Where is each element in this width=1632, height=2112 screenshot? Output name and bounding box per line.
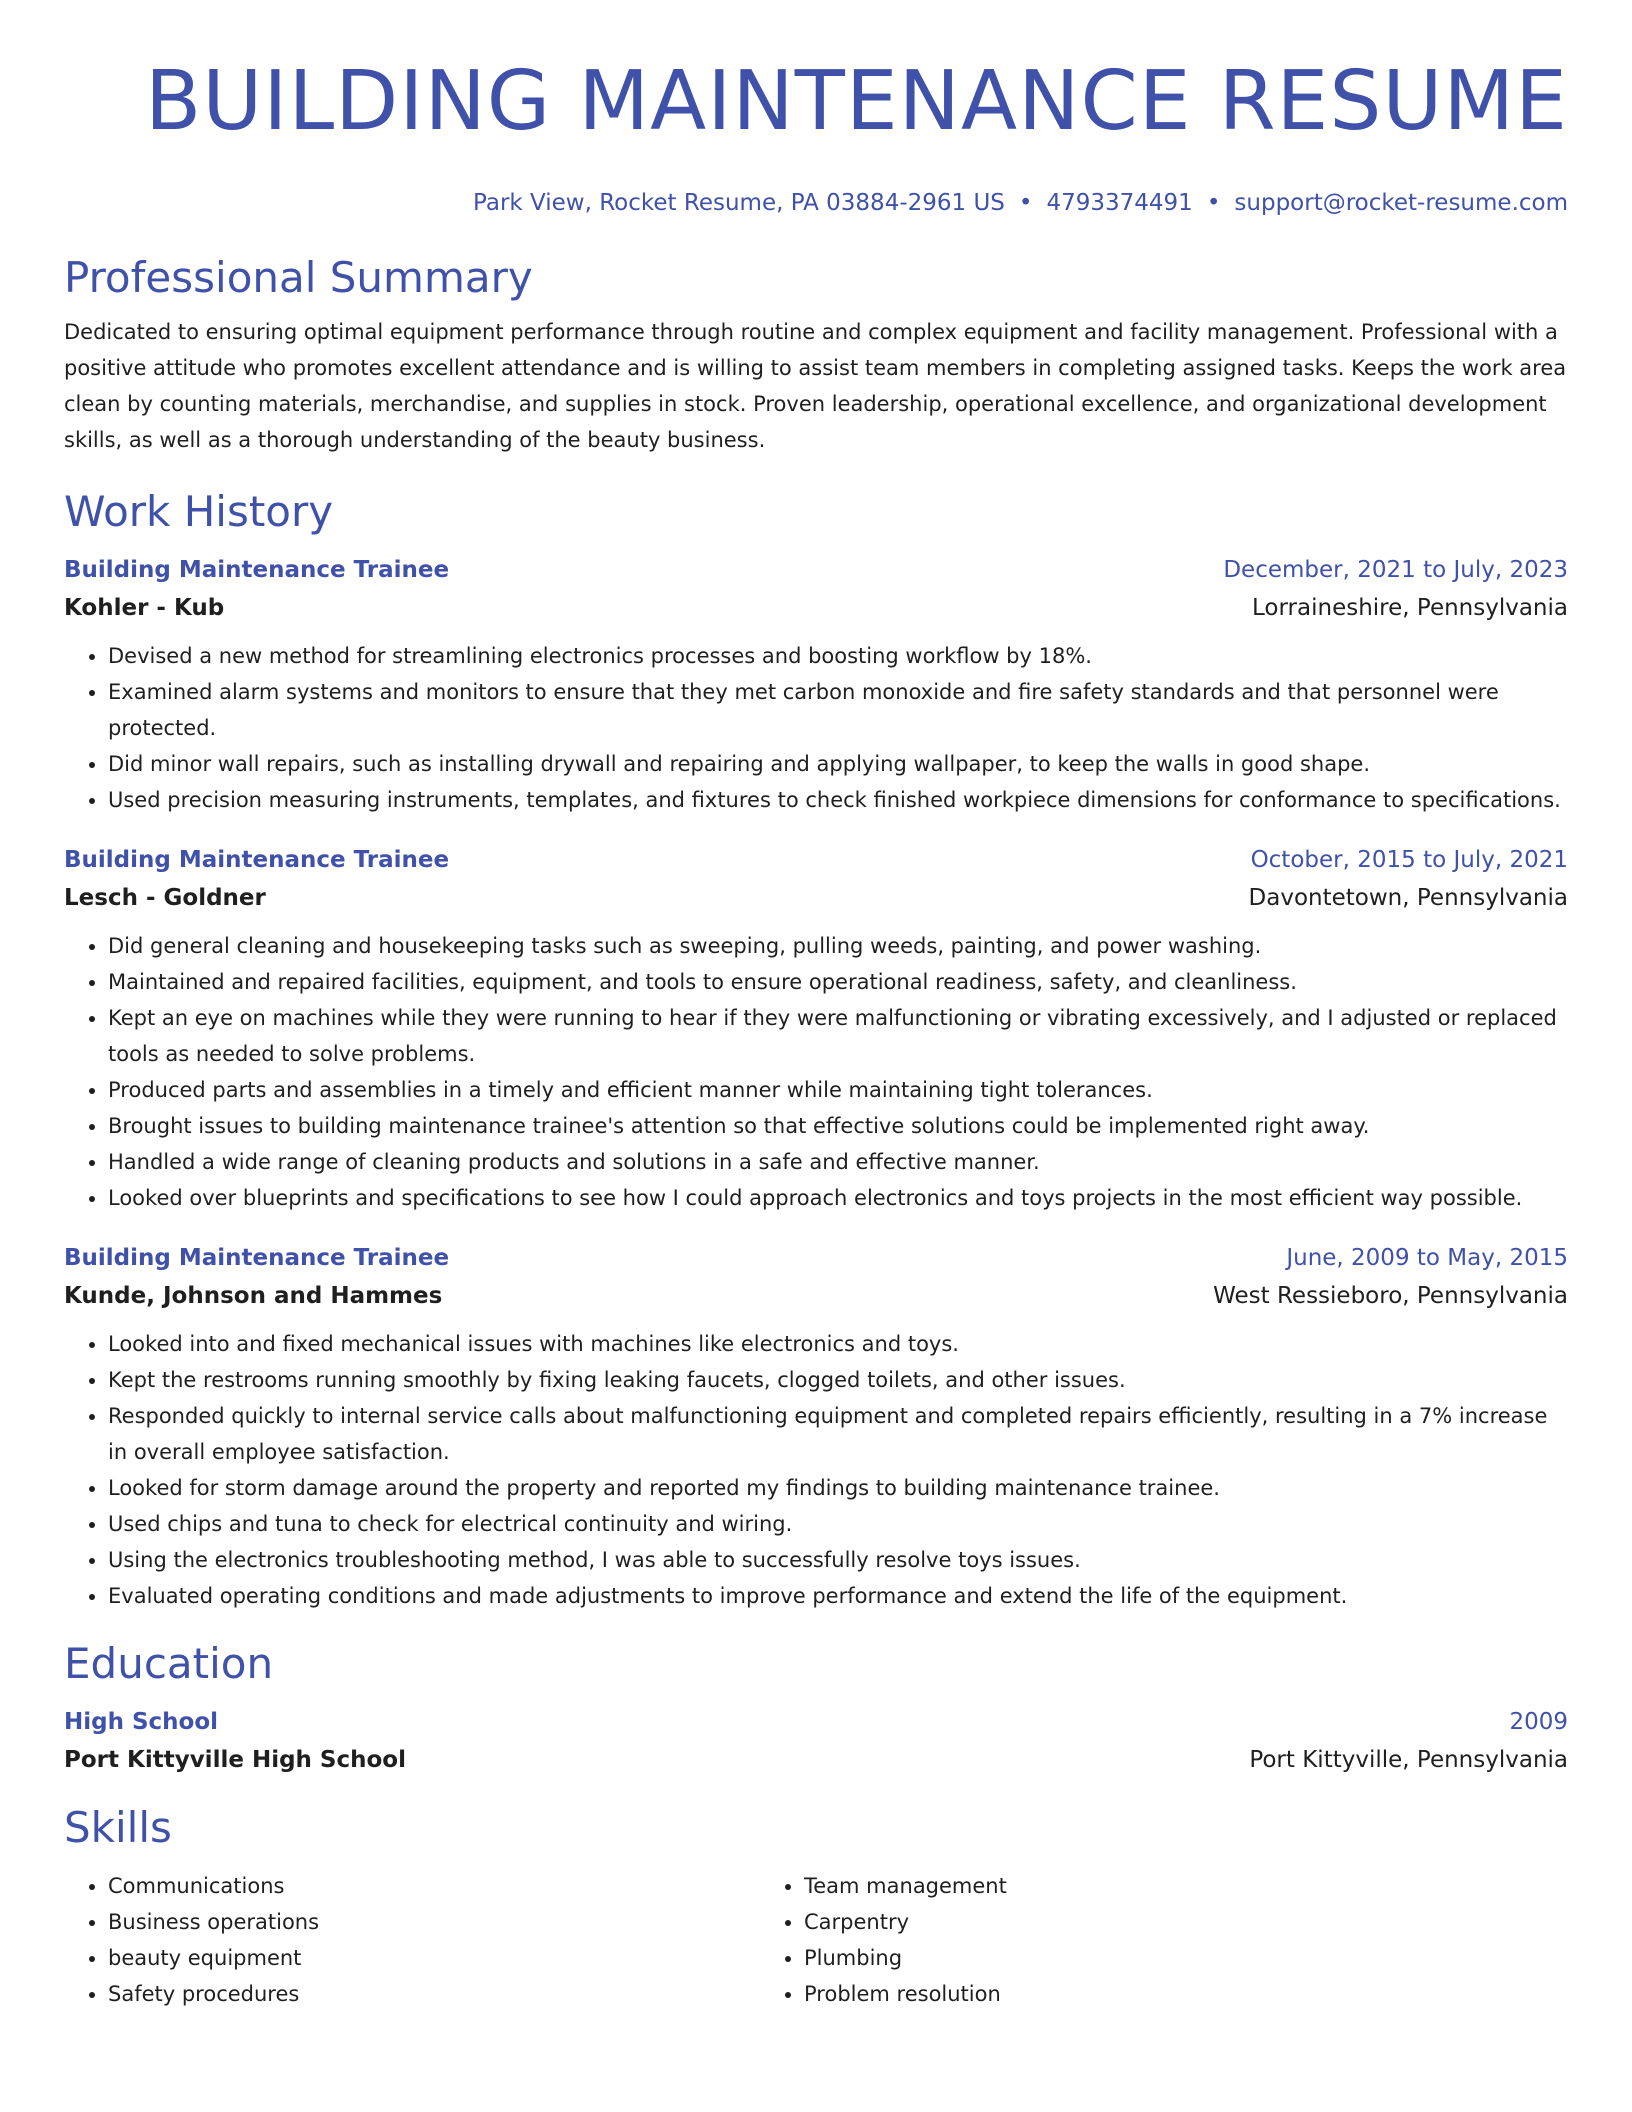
job-bullet: • Brought issues to building maintenance trainee's attention so that effective solutions could be implemented right away. (108, 1108, 1568, 1144)
job-dates: October, 2015 to July, 2021 (1250, 847, 1568, 873)
job-header-row (64, 552, 1568, 588)
job-company-row (64, 1276, 1568, 1316)
job-bullet: • Kept an eye on machines while they were running to hear if they were malfunctioning or vibrating excessively, and I adjusted or replaced tools as needed to solve problems. (108, 1000, 1568, 1072)
skill-item: • Problem resolution (804, 1976, 1456, 2012)
resume-name: BUILDING MAINTENANCE RESUME (144, 54, 1568, 149)
job-bullet: • Did general cleaning and housekeeping tasks such as sweeping, pulling weeds, painting, and power washing. (108, 928, 1568, 964)
job-header-row (64, 842, 1568, 878)
summary-text: Dedicated to ensuring optimal equipment performance through routine and complex equipment and facility management. Professional with a positive attitude who promotes excellent attendance and is willing to assist team members in completing assigned tasks. Keeps the work area clean by counting materials, merchandise, and supplies in stock. Proven leadership, operational excellence, and organizational development skills, as well as a thorough understanding of the beauty business. (64, 320, 1567, 452)
job-bullet: • Handled a wide range of cleaning products and solutions in a safe and effective manner. (108, 1144, 1568, 1180)
job-entry (64, 842, 1568, 1216)
education-entry (64, 1704, 1568, 1780)
job-title: Building Maintenance Trainee (64, 557, 450, 583)
skill-item: • beauty equipment (108, 1940, 760, 1976)
job-bullet: • Maintained and repaired facilities, equipment, and tools to ensure operational readiness, safety, and cleanliness. (108, 964, 1568, 1000)
contact-separator: • (1018, 190, 1033, 216)
job-dates: June, 2009 to May, 2015 (1286, 1245, 1568, 1271)
job-bullet: • Evaluated operating conditions and made adjustments to improve performance and extend the life of the equipment. (108, 1578, 1568, 1614)
job-bullets (64, 928, 1568, 1216)
skills-list-right (760, 1868, 1456, 2012)
job-header-row (64, 1240, 1568, 1276)
contact-email: support@rocket-resume.com (1234, 190, 1568, 216)
contact-separator: • (1206, 190, 1221, 216)
contact-address: Park View, Rocket Resume, PA 03884-2961 US (473, 190, 1005, 216)
job-bullet: • Produced parts and assemblies in a timely and efficient manner while maintaining tight tolerances. (108, 1072, 1568, 1108)
skill-item: • Carpentry (804, 1904, 1456, 1940)
job-company-row (64, 588, 1568, 628)
section-title-work-history: Work History (64, 487, 334, 536)
job-bullet: • Used chips and tuna to check for electrical continuity and wiring. (108, 1506, 1568, 1542)
contact-phone: 4793374491 (1046, 190, 1193, 216)
education-year: 2009 (1509, 1709, 1568, 1735)
job-location: Lorraineshire, Pennsylvania (1252, 595, 1568, 621)
job-bullet: • Looked for storm damage around the property and reported my findings to building maintenance trainee. (108, 1470, 1568, 1506)
job-bullet: • Using the electronics troubleshooting method, I was able to successfully resolve toys issues. (108, 1542, 1568, 1578)
job-bullet: • Used precision measuring instruments, templates, and fixtures to check finished workpiece dimensions for conformance to specifications. (108, 782, 1568, 818)
job-location: West Ressieboro, Pennsylvania (1213, 1283, 1568, 1309)
job-company: Lesch - Goldner (64, 885, 266, 911)
job-bullet: • Looked over blueprints and specifications to see how I could approach electronics and toys projects in the most efficient way possible. (108, 1180, 1568, 1216)
resume-header (64, 52, 1568, 218)
education-school-row (64, 1740, 1568, 1780)
job-title: Building Maintenance Trainee (64, 847, 450, 873)
job-bullets (64, 638, 1568, 818)
contact-line (64, 188, 1568, 218)
skill-item: • Safety procedures (108, 1976, 760, 2012)
education-location: Port Kittyville, Pennsylvania (1249, 1747, 1568, 1773)
education-school: Port Kittyville High School (64, 1747, 406, 1773)
job-location: Davontetown, Pennsylvania (1248, 885, 1568, 911)
section-title-summary: Professional Summary (64, 253, 533, 302)
job-title: Building Maintenance Trainee (64, 1245, 450, 1271)
job-bullet: • Kept the restrooms running smoothly by fixing leaking faucets, clogged toilets, and other issues. (108, 1362, 1568, 1398)
job-dates: December, 2021 to July, 2023 (1223, 557, 1568, 583)
job-entry (64, 1240, 1568, 1614)
job-bullet: • Devised a new method for streamlining electronics processes and boosting workflow by 18%. (108, 638, 1568, 674)
job-bullet: • Did minor wall repairs, such as installing drywall and repairing and applying wallpaper, to keep the walls in good shape. (108, 746, 1568, 782)
job-bullets (64, 1326, 1568, 1614)
skills-list-left (64, 1868, 760, 2012)
job-entry (64, 552, 1568, 818)
section-title-skills: Skills (64, 1803, 172, 1852)
job-bullet: • Looked into and fixed mechanical issues with machines like electronics and toys. (108, 1326, 1568, 1362)
skill-item: • Business operations (108, 1904, 760, 1940)
job-company-row (64, 878, 1568, 918)
job-bullet: • Responded quickly to internal service calls about malfunctioning equipment and completed repairs efficiently, resulting in a 7% increase in overall employee satisfaction. (108, 1398, 1568, 1470)
education-degree: High School (64, 1709, 219, 1735)
education-header-row (64, 1704, 1568, 1740)
section-title-education: Education (64, 1639, 274, 1688)
skill-item: • Plumbing (804, 1940, 1456, 1976)
skill-item: • Communications (108, 1868, 760, 1904)
skill-item: • Team management (804, 1868, 1456, 1904)
job-company: Kunde, Johnson and Hammes (64, 1283, 443, 1309)
skills-columns (64, 1868, 1568, 2012)
job-company: Kohler - Kub (64, 595, 225, 621)
job-bullet: • Examined alarm systems and monitors to ensure that they met carbon monoxide and fire safety standards and that personnel were protected. (108, 674, 1568, 746)
